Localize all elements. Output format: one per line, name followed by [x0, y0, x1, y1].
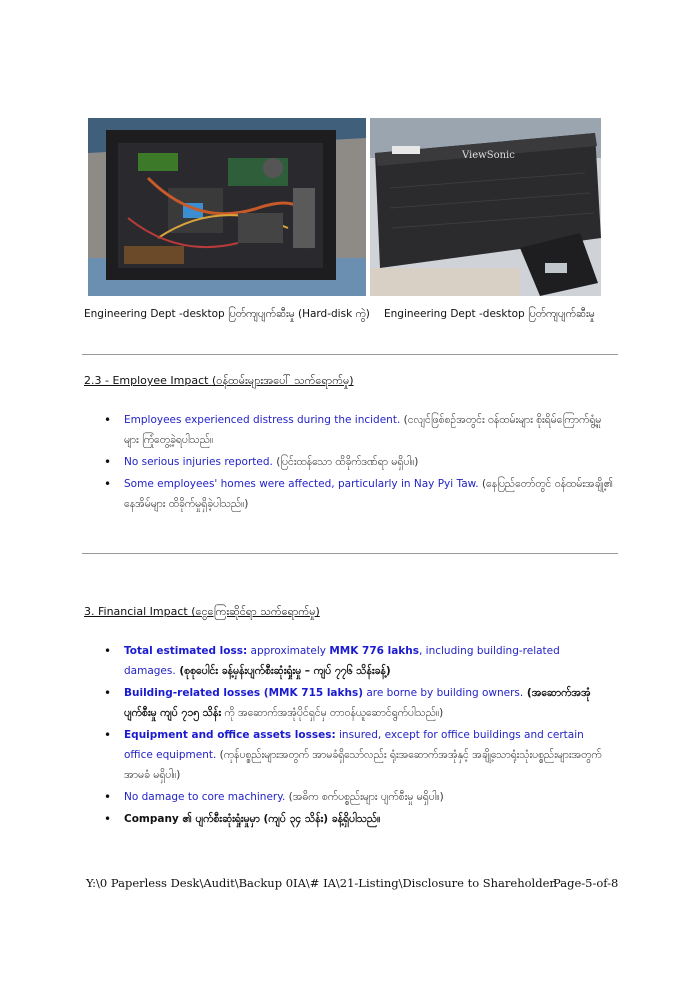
divider [82, 354, 618, 355]
bullet-icon: • [104, 686, 112, 700]
list-item: • Some employees' homes were affected, particularly in Nay Pyi Taw. (နေပြည်တော်တွင် ဝန်ထမ်းအချို့၏ နေအိမ်များ ထိခိုက်မှုရှိခဲ့ပါသည်။) [84, 474, 614, 514]
section-heading: 2.3 - Employee Impact (ဝန်ထမ်းများအပေါ် သက်ရောက်မှု) [84, 374, 354, 387]
damaged-desktop-pc-photo [88, 118, 366, 296]
viewsonic-brand-text: ViewSonic [462, 150, 515, 161]
list-item: • Total estimated loss: approximately MMK 776 lakhs, including building-related damages. (စုစုပေါင်း ခန့်မှန်းပျက်စီးဆုံးရှုံးမှု – ကျပ် ၇၇၆ သိန်းခန့်) [84, 641, 614, 681]
list-item: • No serious injuries reported. (ပြင်းထန်သော ထိခိုက်ဒဏ်ရာ မရှိပါ။) [84, 452, 614, 472]
photo-caption: Engineering Dept -desktop ပြတ်ကျပျက်ဆီးမှု [384, 308, 595, 320]
employee-impact-list [84, 410, 614, 516]
divider [82, 553, 618, 554]
bullet-icon: • [104, 477, 112, 491]
list-item: • Company ၏ ပျက်စီးဆုံးရှုံးမှုမှာ (ကျပ် ၃၄ သိန်း) ခန့်ရှိပါသည်။ [84, 809, 614, 829]
list-item: • Employees experienced distress during the incident. (ငလျင်ဖြစ်စဉ်အတွင်း ဝန်ထမ်းများ စိုးရိမ်ကြောက်ရွံ့မှုများ ကြုံတွေ့ခဲ့ရပါသည်။ [84, 410, 614, 450]
bullet-icon: • [104, 790, 112, 804]
bullet-icon: • [104, 455, 112, 469]
bullet-icon: • [104, 728, 112, 742]
bullet-icon: • [104, 812, 112, 826]
list-item: • Building-related losses (MMK 715 lakhs) are borne by building owners. (အဆောက်အအုံပျက်စီးမှု ကျပ် ၇၁၅ သိန်း ကို အဆောက်အအုံပိုင်ရှင်မှ တာဝန်ယူဆောင်ရွက်ပါသည်။) [84, 683, 614, 723]
footer-file-path: Y:\0 Paperless Desk\Audit\Backup 0IA\# IA\21-Listing\Disclosure to Shareholder [86, 876, 555, 890]
photo-caption: Engineering Dept -desktop ပြတ်ကျပျက်ဆီးမှု (Hard-disk ကွဲ) [84, 308, 370, 320]
damaged-viewsonic-monitor-photo [370, 118, 601, 296]
list-item: • No damage to core machinery. (အဓိက စက်ပစ္စည်းများ ပျက်စီးမှု မရှိပါ။) [84, 787, 614, 807]
list-item: • Equipment and office assets losses: insured, except for office buildings and certain office equipment. (ကုန်ပစ္စည်းများအတွက် အာမခံရှိသော်လည်း ရုံးအဆောက်အအုံနှင့် အချို့သောရုံးသုံးပစ္စည်းများအတွက် အာမခံ မရှိပါ။) [84, 725, 614, 785]
financial-impact-list [84, 641, 614, 831]
section-heading: 3. Financial Impact (ငွေကြေးဆိုင်ရာ သက်ရောက်မှု) [84, 605, 320, 618]
bullet-icon: • [104, 644, 112, 658]
bullet-icon: • [104, 413, 112, 427]
page-number: Page-5-of-8 [553, 876, 619, 890]
